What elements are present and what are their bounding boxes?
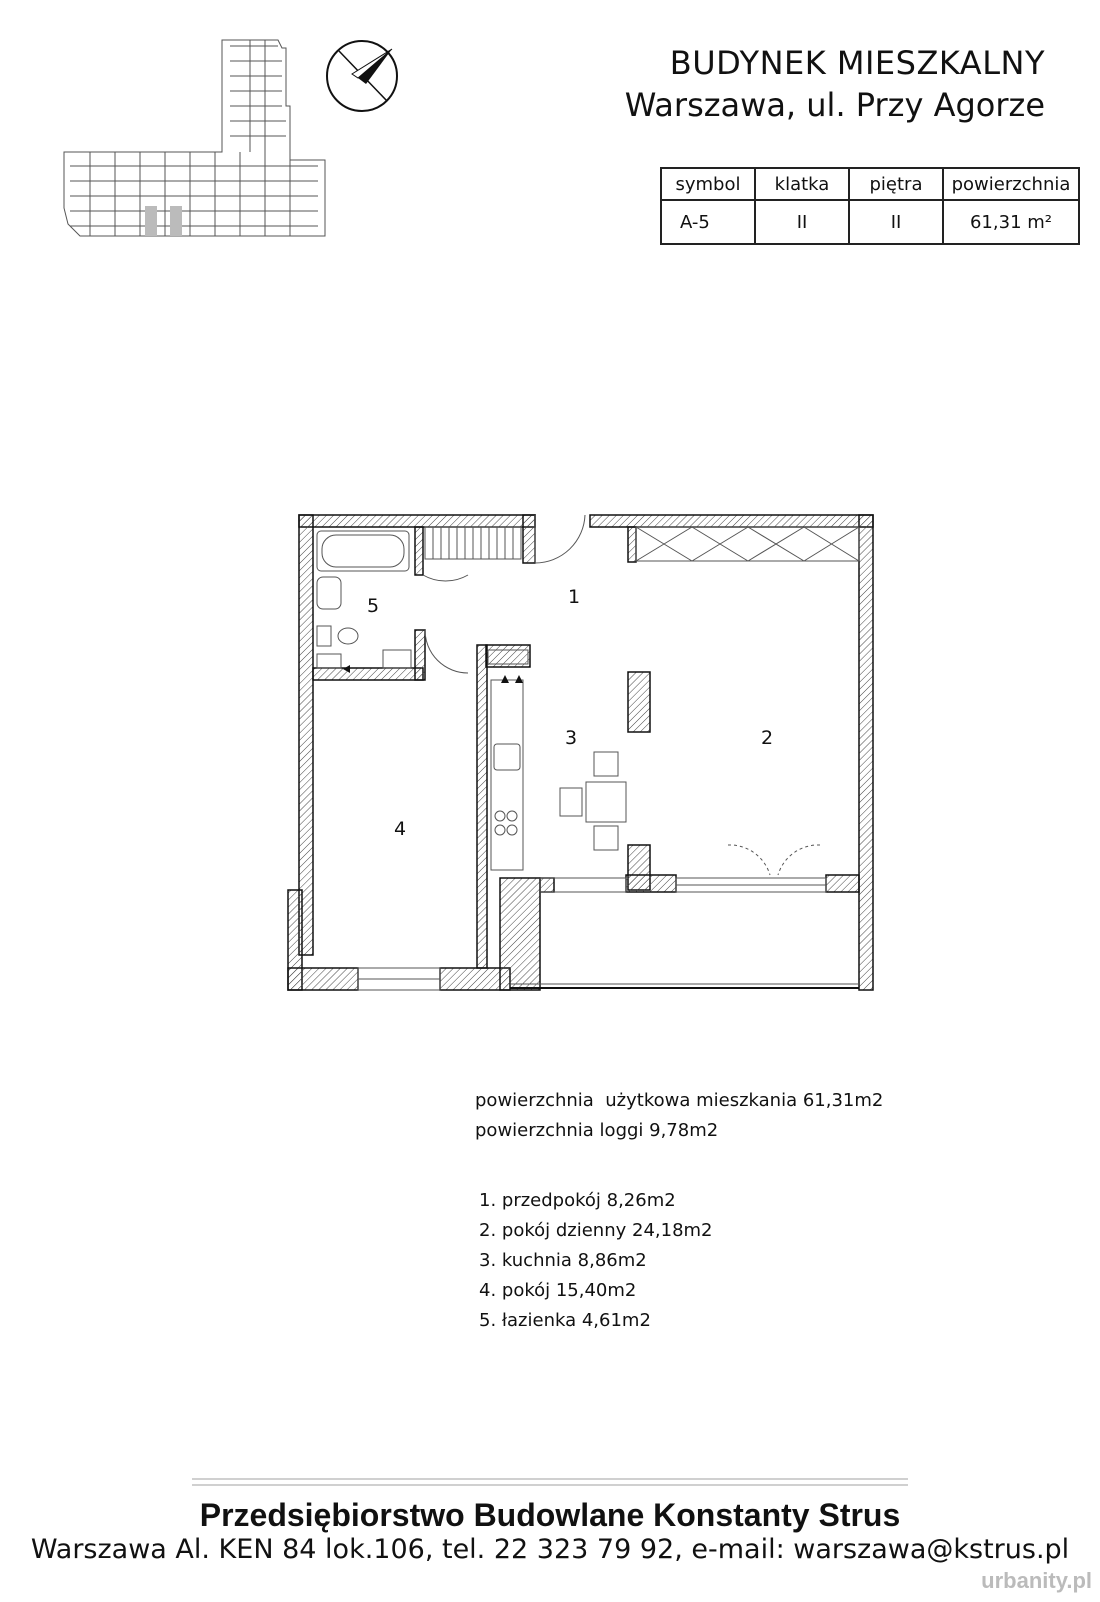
room-label-2: 2 xyxy=(761,727,774,749)
value-powierzchnia: 61,31 m² xyxy=(943,200,1079,244)
walls xyxy=(288,515,873,990)
room-list-item: 5. łazienka 4,61m2 xyxy=(479,1310,651,1331)
room-list-item: 2. pokój dzienny 24,18m2 xyxy=(479,1220,713,1241)
watermark-logo: urbanity.pl xyxy=(981,1568,1092,1593)
room-list xyxy=(479,1186,713,1336)
footer-divider xyxy=(192,1478,908,1480)
room-label-4: 4 xyxy=(394,818,407,840)
value-klatka: II xyxy=(755,200,849,244)
company-address: Warszawa Al. KEN 84 lok.106, tel. 22 323 79 92, e-mail: warszawa@kstrus.pl xyxy=(30,1534,1070,1565)
usable-area: powierzchnia użytkowa mieszkania 61,31m2 xyxy=(475,1090,884,1111)
room-list-item: 1. przedpokój 8,26m2 xyxy=(479,1190,676,1211)
room-list-item: 3. kuchnia 8,86m2 xyxy=(479,1250,647,1271)
value-symbol: A-5 xyxy=(661,200,755,244)
header-symbol: symbol xyxy=(661,168,755,200)
room-label-1: 1 xyxy=(568,586,581,608)
building-address: Warszawa, ul. Przy Agorze xyxy=(624,86,1045,124)
area-summary xyxy=(475,1086,883,1146)
value-pietra: II xyxy=(849,200,943,244)
room-label-3: 3 xyxy=(565,727,578,749)
header-pietra: piętra xyxy=(849,168,943,200)
room-list-item: 4. pokój 15,40m2 xyxy=(479,1280,637,1301)
footer-divider xyxy=(192,1484,908,1486)
header-klatka: klatka xyxy=(755,168,849,200)
room-label-5: 5 xyxy=(367,595,380,617)
loggia-area: powierzchnia loggi 9,78m2 xyxy=(475,1120,719,1141)
building-title: BUDYNEK MIESZKALNY xyxy=(669,44,1045,82)
company-name: Przedsiębiorstwo Budowlane Konstanty Strus xyxy=(199,1497,901,1533)
header-powierzchnia: powierzchnia xyxy=(943,168,1079,200)
